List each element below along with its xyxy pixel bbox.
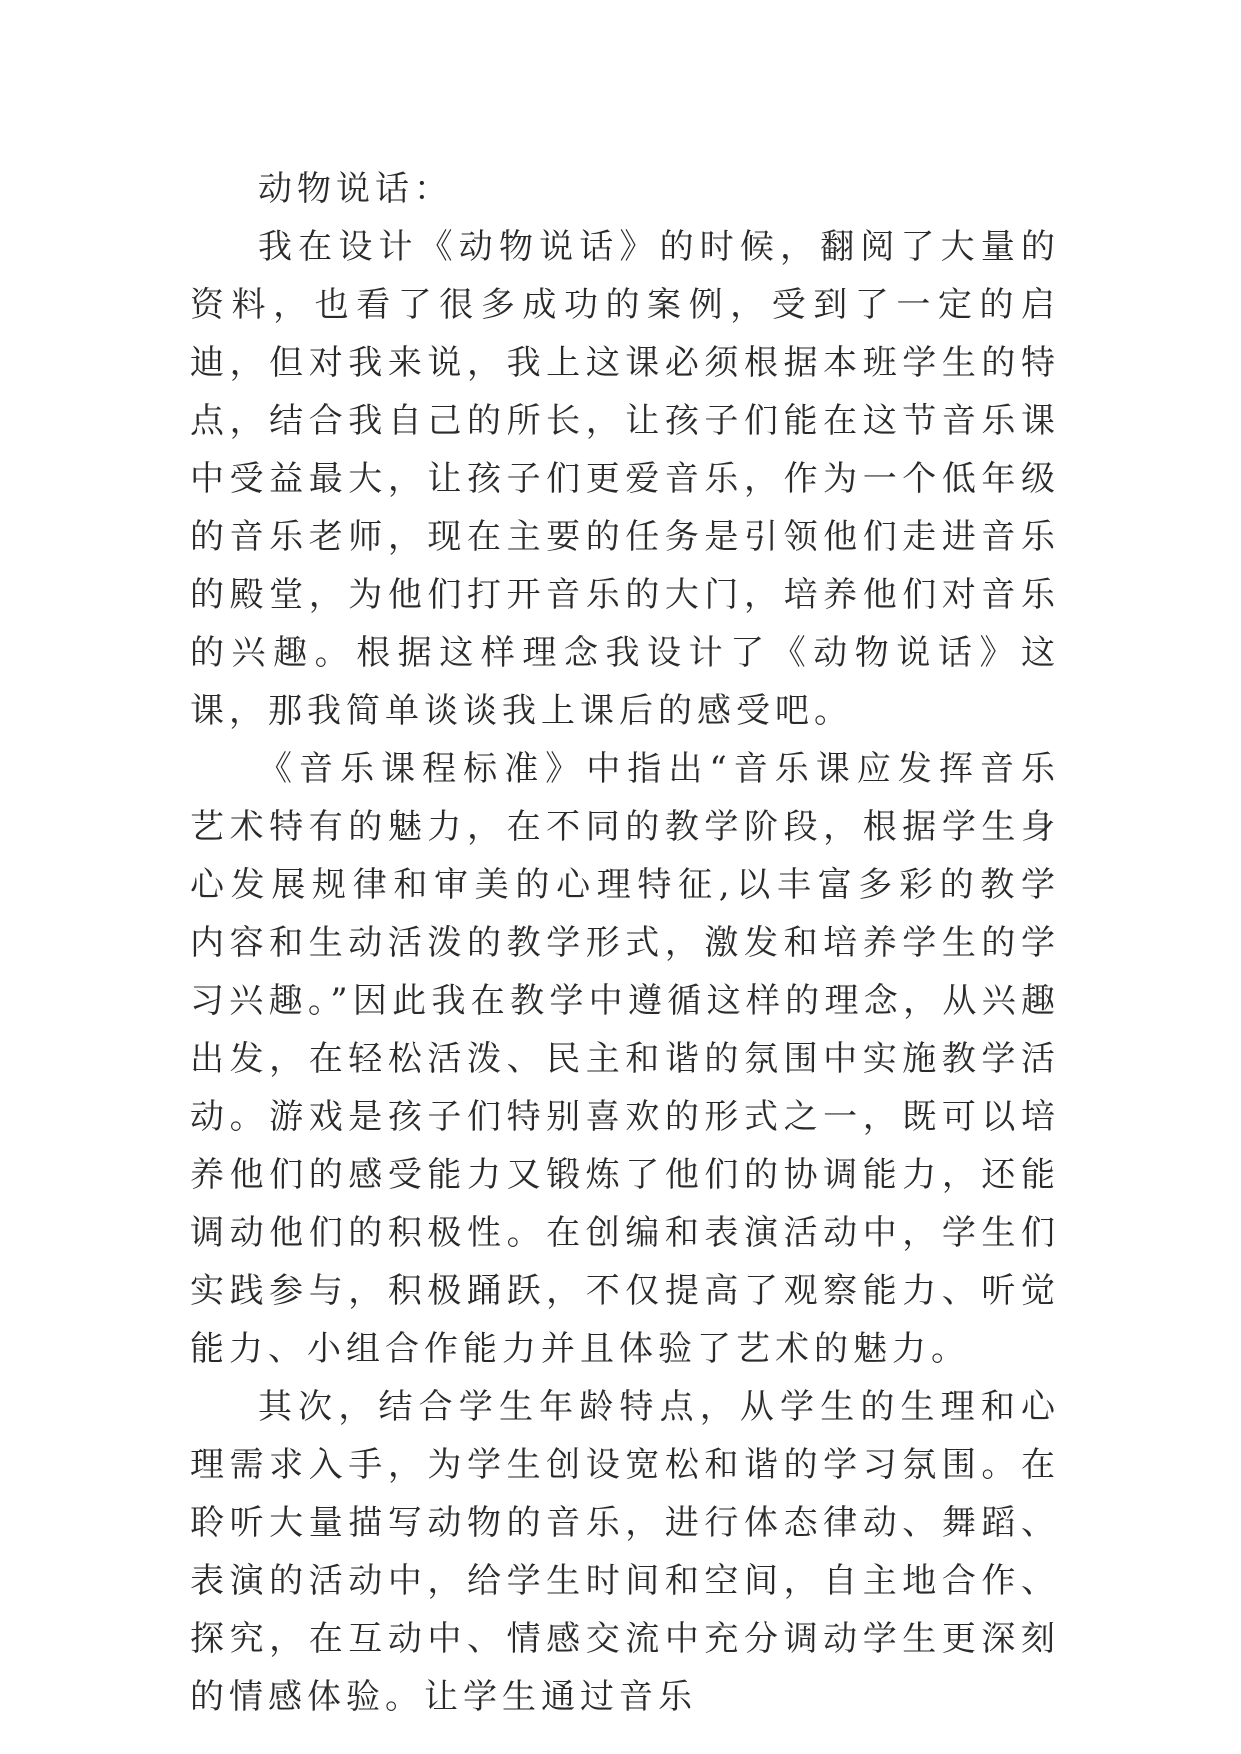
paragraph-3: 其次，结合学生年龄特点，从学生的生理和心理需求入手，为学生创设宽松和谐的学习氛围。在聆听大量描写动物的音乐，进行体态律动、舞蹈、表演的活动中，给学生时间和空间，自主地合作、探究，在互动中、情感交流中充分调动学生更深刻的情感体验。让学生通过音乐 — [190, 1387, 1060, 1717]
section-heading: 动物说话： — [258, 169, 453, 209]
document-body — [190, 160, 1060, 1726]
paragraph-2: 《音乐课程标准》中指出“音乐课应发挥音乐艺术特有的魅力，在不同的教学阶段，根据学生身心发展规律和审美的心理特征,以丰富多彩的教学内容和生动活泼的教学形式，激发和培养学生的学习兴趣。”因此我在教学中遵循这样的理念，从兴趣出发，在轻松活泼、民主和谐的氛围中实施教学活动。游戏是孩子们特别喜欢的形式之一，既可以培养他们的感受能力又锻炼了他们的协调能力，还能调动他们的积极性。在创编和表演活动中，学生们实践参与，积极踊跃，不仅提高了观察能力、听觉能力、小组合作能力并且体验了艺术的魅力。 — [190, 749, 1060, 1369]
paragraph-1: 我在设计《动物说话》的时候，翻阅了大量的资料，也看了很多成功的案例，受到了一定的启迪，但对我来说，我上这课必须根据本班学生的特点，结合我自己的所长，让孩子们能在这节音乐课中受益最大，让孩子们更爱音乐，作为一个低年级的音乐老师，现在主要的任务是引领他们走进音乐的殿堂，为他们打开音乐的大门，培养他们对音乐的兴趣。根据这样理念我设计了《动物说话》这课，那我简单谈谈我上课后的感受吧。 — [190, 227, 1060, 731]
